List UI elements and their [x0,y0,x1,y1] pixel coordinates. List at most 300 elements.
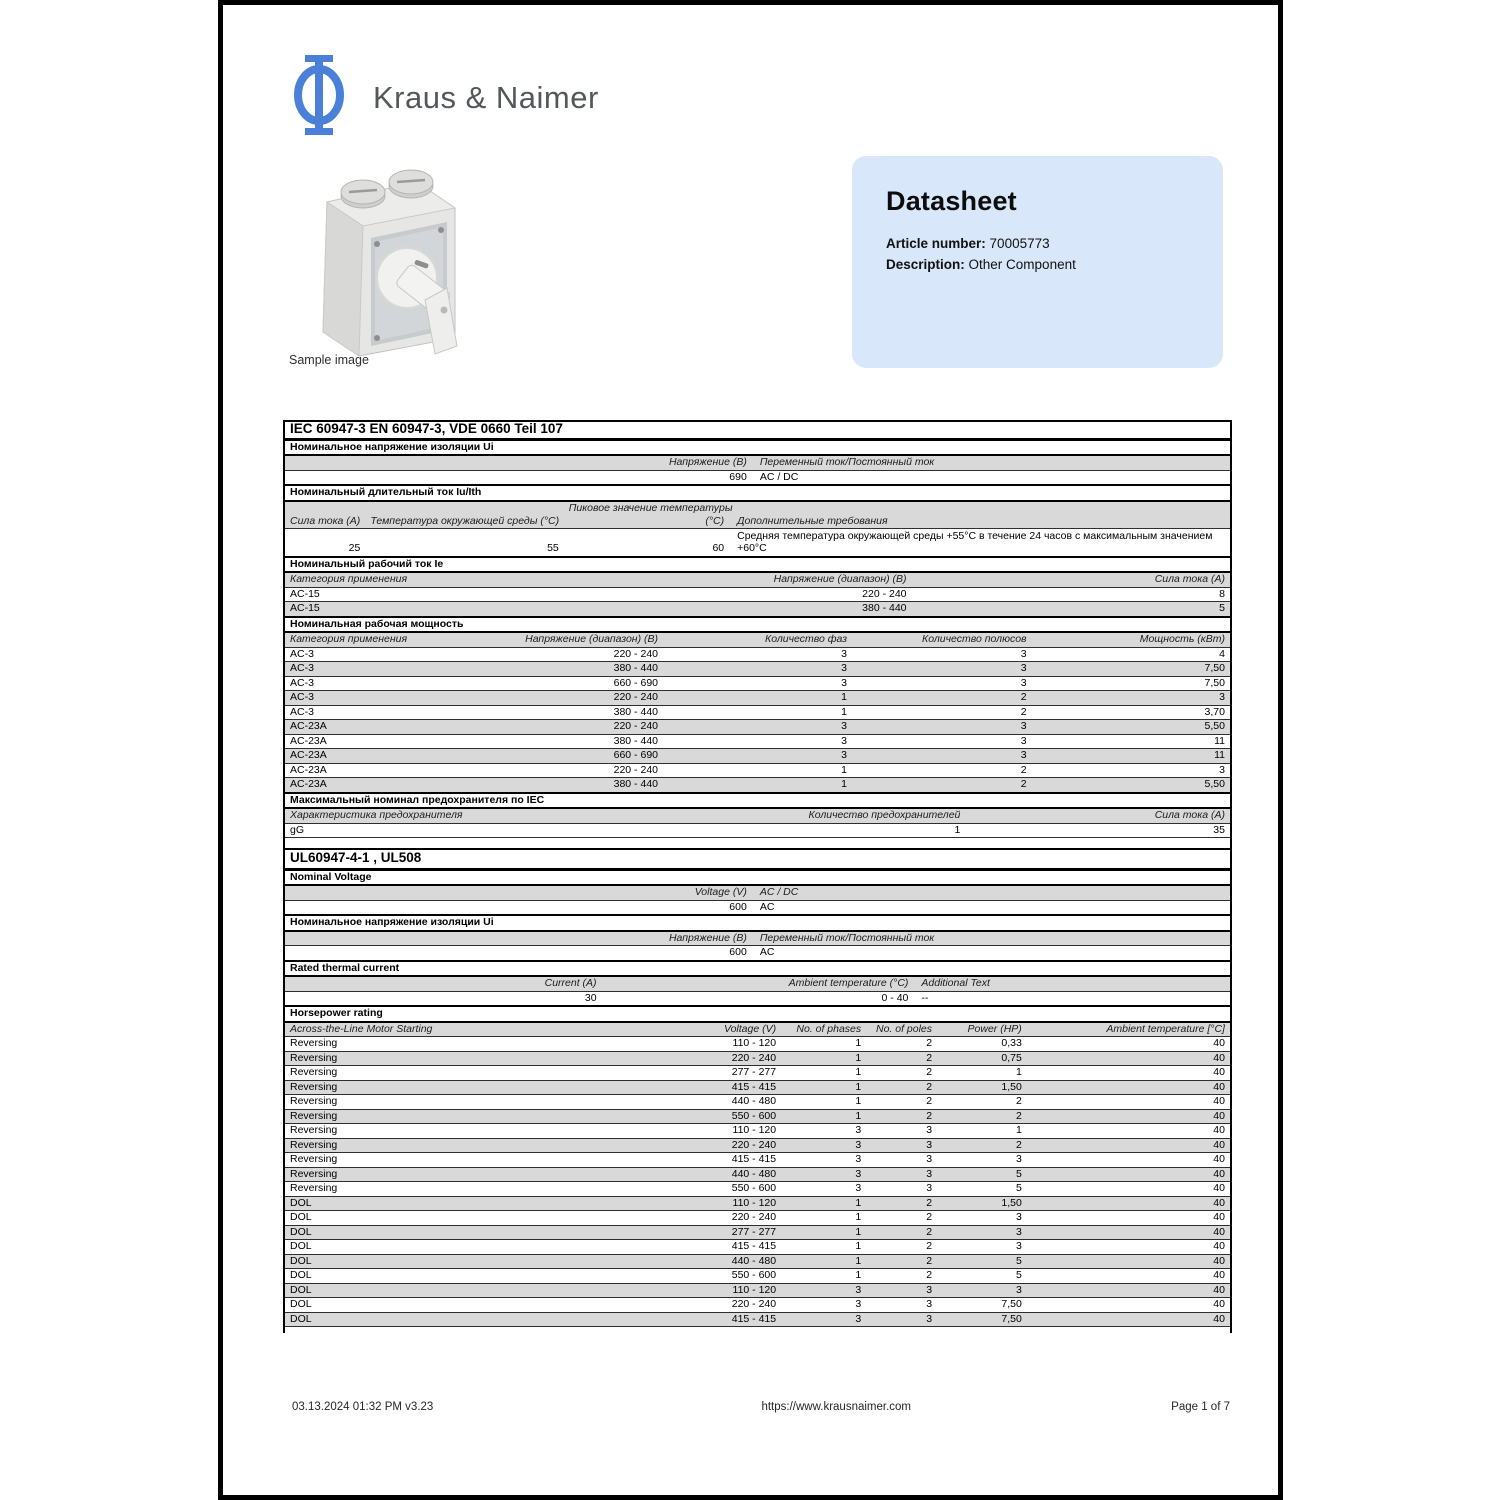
table-cell: 8 [1219,587,1225,600]
table-cell: Additional Text [921,977,990,989]
datasheet-title: Datasheet [886,186,1017,216]
table-cell: 220 - 240 [731,1211,777,1223]
table-row [285,735,1230,750]
table-cell: 3 [926,1182,933,1194]
standard-title-row [285,848,1230,870]
table-cell: Voltage (V) [694,886,747,898]
spacer-row [285,1327,1230,1333]
table-cell: 40 [1213,1225,1225,1238]
table-row [285,1066,1230,1081]
column-header-row [285,809,1230,824]
table-row [285,602,1230,617]
table-cell: 1,50 [1001,1196,1022,1209]
table-cell: 3 [1015,1240,1022,1252]
table-row [285,1211,1230,1226]
table-cell: Reversing [290,1080,338,1093]
footer-url: https://www.krausnaimer.com [761,1401,912,1413]
table-cell: 40 [1213,1124,1225,1136]
table-row [285,1153,1230,1168]
table-cell: 3 [855,1312,862,1325]
column-header-row [285,886,1230,901]
table-cell: 2 [926,1095,933,1107]
column-header-row [285,633,1230,648]
section-header-row [285,484,1230,502]
table-cell: 1 [1015,1066,1022,1078]
table-cell: Reversing [290,1037,338,1049]
table-cell: Переменный ток/Постоянный ток [759,456,935,468]
table-row [285,691,1230,706]
table-cell: Rated thermal current [290,961,400,974]
table-cell: 220 - 240 [862,587,907,600]
table-cell: 2 [1020,763,1027,776]
table-row [285,778,1230,793]
table-cell: 55 [547,542,559,554]
table-cell: AC-3 [290,647,314,660]
table-cell: 7,50 [1204,676,1225,689]
table-cell: AC / DC [759,886,799,898]
table-cell: 2 [1015,1138,1022,1151]
table-cell: AC-15 [290,602,320,614]
table-cell: Reversing [290,1095,338,1107]
table-cell: Мощность (кВт) [1139,633,1225,645]
table-cell: 3 [1020,647,1027,660]
table-row [285,1037,1230,1052]
table-cell: Horsepower rating [290,1007,383,1019]
section-header-row [285,1005,1230,1023]
table-cell: gG [290,823,305,836]
table-cell: 550 - 600 [731,1182,777,1194]
table-cell: 1,50 [1001,1080,1022,1093]
column-header-row [285,573,1230,588]
table-cell: AC-23A [290,749,327,761]
table-cell: Напряжение (В) [668,931,747,944]
table-cell: 110 - 120 [732,1283,777,1296]
table-cell: 0 - 40 [881,991,909,1004]
section-header-row [285,914,1230,932]
table-cell: 40 [1213,1109,1225,1122]
table-cell: Категория применения [290,573,408,585]
table-cell: 3 [926,1138,933,1151]
table-cell: 40 [1213,1240,1225,1252]
table-cell: 3,70 [1204,705,1225,718]
document-page [218,0,1283,1500]
table-cell: 3 [1015,1283,1022,1296]
table-cell: DOL [290,1283,312,1296]
table-cell: Reversing [290,1153,338,1165]
table-cell: DOL [290,1298,312,1310]
table-cell: 277 - 277 [731,1066,777,1078]
section-header-row [285,439,1230,457]
table-cell: 220 - 240 [731,1051,777,1064]
table-cell: Сила тока (А) [290,514,361,527]
table-row [285,764,1230,779]
table-cell: 3 [841,647,847,660]
table-cell: 7,50 [1204,662,1225,674]
section-header-row [285,616,1230,634]
table-cell: Ambient temperature (°C) [788,977,909,989]
table-cell: 220 - 240 [731,1138,777,1151]
table-cell: 3 [855,1124,862,1136]
footer-page-number: Page 1 of 7 [1171,1401,1230,1413]
table-cell: 40 [1213,1080,1225,1093]
table-cell: Сила тока (А) [1154,573,1225,585]
article-number-label: Article number: [886,236,986,251]
table-cell: 1 [855,1080,862,1093]
table-cell: 2 [1020,778,1027,790]
table-cell: Переменный ток/Постоянный ток [759,931,935,944]
table-cell: Reversing [290,1124,338,1136]
table-cell: 3 [1020,720,1027,732]
table-cell: 40 [1213,1269,1225,1281]
table-cell: Номинальный длительный ток Iu/Ith [290,486,482,498]
table-cell: 220 - 240 [613,691,658,703]
table-cell: Количество полюсов [922,633,1027,645]
table-cell: 3 [855,1153,862,1165]
table-cell: 11 [1214,734,1225,747]
table-cell: 3 [841,676,847,689]
table-cell: Reversing [290,1051,338,1064]
table-cell: 3 [1015,1225,1022,1238]
table-cell: 1 [841,763,847,776]
description-label: Description: [886,257,965,272]
table-cell: Номинальное напряжение изоляции Ui [290,440,494,453]
table-cell: -- [921,991,929,1004]
table-cell: 1 [841,691,847,703]
table-cell: 1 [855,1051,862,1064]
table-cell: 380 - 440 [613,662,658,674]
table-cell: Voltage (V) [723,1022,777,1035]
description-line [886,254,1223,275]
table-cell: 40 [1213,1298,1225,1310]
table-cell: Категория применения [290,633,408,645]
table-cell: 3 [1219,691,1225,703]
table-cell: 40 [1213,1254,1225,1267]
table-cell: 1 [855,1254,862,1267]
table-cell: 380 - 440 [862,602,907,614]
table-cell: Количество фаз [765,633,847,645]
table-cell: 1 [855,1095,862,1107]
table-cell: 0,75 [1001,1051,1022,1064]
table-cell: 1 [841,705,847,718]
table-cell: 220 - 240 [731,1298,777,1310]
table-row [285,1182,1230,1197]
table-cell: 2 [1015,1095,1022,1107]
table-cell: 600 [729,946,747,958]
table-cell: 7,50 [1001,1312,1022,1325]
table-cell: Максимальный номинал предохранителя по IEC [290,793,545,806]
section-header-row [285,869,1230,887]
column-header-row [285,502,1230,530]
table-row [285,529,1230,557]
table-cell: 415 - 415 [731,1153,777,1165]
table-cell: 3 [855,1283,862,1296]
table-cell: 4 [1219,647,1225,660]
table-cell: Характеристика предохранителя [290,809,463,821]
table-cell: 3 [926,1283,933,1296]
table-cell: 40 [1213,1095,1225,1107]
table-cell: 3 [855,1298,862,1310]
section-header-row [285,556,1230,574]
table-cell: 1 [855,1066,862,1078]
table-cell: 415 - 415 [731,1240,777,1252]
table-cell: 2 [926,1066,933,1078]
column-header-row [285,456,1230,471]
table-cell: AC [759,900,775,913]
table-cell: 1 [855,1037,862,1049]
article-number-line [886,233,1223,254]
brand-name: Kraus & Naimer [373,79,599,115]
table-cell: Reversing [290,1182,338,1194]
table-cell: 7,50 [1001,1298,1022,1310]
table-row [285,1168,1230,1183]
table-cell: DOL [290,1196,312,1209]
table-cell: Пиковое значение температуры (°С) [568,502,733,527]
table-row [285,901,1230,916]
table-cell: Сила тока (А) [1154,809,1225,821]
company-logo [293,55,599,140]
table-cell: 600 [729,900,747,913]
table-cell: 5,50 [1204,720,1225,732]
table-row [285,1313,1230,1328]
table-row [285,1269,1230,1284]
table-cell: 30 [584,991,597,1004]
table-cell: 220 - 240 [613,763,658,776]
table-cell: 2 [926,1225,933,1238]
table-cell: DOL [290,1211,312,1223]
table-cell: DOL [290,1254,312,1267]
table-cell: 2 [926,1269,933,1281]
table-cell: AC-3 [290,662,314,674]
table-cell: 35 [1213,823,1225,836]
table-cell: 660 - 690 [613,749,658,761]
table-cell: 3 [926,1153,933,1165]
table-cell: 5 [1015,1167,1022,1180]
table-cell: 1 [855,1225,862,1238]
table-cell: AC-23A [290,720,327,732]
table-cell: 40 [1213,1037,1225,1049]
table-row [285,588,1230,603]
table-cell: 440 - 480 [731,1254,777,1267]
table-cell: AC-3 [290,705,314,718]
table-cell: 11 [1214,749,1225,761]
table-cell: 1 [855,1240,862,1252]
table-cell: Reversing [290,1109,338,1122]
table-cell: 25 [348,542,361,554]
table-cell: Nominal Voltage [290,870,372,883]
table-cell: 3 [855,1138,862,1151]
table-cell: 40 [1213,1051,1225,1064]
table-cell: 1 [855,1269,862,1281]
table-cell: 3 [1020,676,1027,689]
table-cell: 40 [1213,1167,1225,1180]
table-cell: Номинальное напряжение изоляции Ui [290,916,494,928]
standard-title-row [285,422,1230,440]
table-cell: 440 - 480 [731,1095,777,1107]
article-number-value: 70005773 [989,236,1050,251]
table-cell: 3 [841,734,847,747]
table-cell: 2 [926,1109,933,1122]
table-cell: DOL [290,1225,312,1238]
table-row [285,677,1230,692]
table-cell: AC [759,946,775,958]
table-cell: 220 - 240 [613,647,658,660]
table-cell: 3 [1015,1211,1022,1223]
table-cell: Reversing [290,1066,338,1078]
table-cell: 2 [926,1037,933,1049]
table-cell: 5 [1015,1182,1022,1194]
table-cell: 380 - 440 [613,778,658,790]
table-cell: 3 [926,1312,933,1325]
table-cell: Средняя температура окружающей среды +55°С в течение 24 часов с максимальным значением +60°С [737,529,1213,554]
table-cell: 3 [1020,749,1027,761]
table-cell: Current (A) [544,977,597,989]
table-row [285,824,1230,839]
table-row [285,648,1230,663]
table-cell: Reversing [290,1167,338,1180]
table-cell: 550 - 600 [731,1109,777,1122]
column-header-row [285,1023,1230,1038]
table-cell: 110 - 120 [732,1196,777,1209]
section-header-row [285,960,1230,978]
table-cell: IEC 60947-3 EN 60947-3, VDE 0660 Teil 107 [290,421,563,436]
table-row [285,1240,1230,1255]
table-cell: Номинальная рабочая мощность [290,617,464,630]
column-header-row [285,932,1230,947]
section-header-row [285,792,1230,810]
column-header-row [285,977,1230,992]
table-cell: AC-3 [290,691,314,703]
table-row [285,1095,1230,1110]
table-cell: 3 [841,749,847,761]
table-cell: 1 [1015,1124,1022,1136]
table-cell: 0,33 [1001,1037,1022,1049]
table-cell: 40 [1213,1312,1225,1325]
table-cell: AC-23A [290,778,327,790]
table-cell: AC-3 [290,676,314,689]
table-cell: Количество предохранителей [808,809,961,821]
table-row [285,1052,1230,1067]
table-row [285,1139,1230,1154]
table-row [285,471,1230,486]
table-cell: 415 - 415 [731,1312,777,1325]
table-cell: 2 [1015,1109,1022,1122]
table-cell: 2 [926,1240,933,1252]
table-cell: 40 [1213,1182,1225,1194]
table-cell: Дополнительные требования [737,514,888,527]
table-cell: 550 - 600 [731,1269,777,1281]
table-row [285,1226,1230,1241]
table-cell: 380 - 440 [613,705,658,718]
table-cell: 5 [1015,1269,1022,1281]
table-row [285,1110,1230,1125]
table-cell: 2 [926,1051,933,1064]
table-cell: 5 [1015,1254,1022,1267]
table-row [285,1255,1230,1270]
table-cell: 1 [855,1109,862,1122]
sample-image-caption: Sample image [289,353,369,367]
table-cell: 3 [926,1124,933,1136]
table-cell: 415 - 415 [731,1080,777,1093]
table-cell: 440 - 480 [731,1167,777,1180]
table-row [285,749,1230,764]
table-cell: 3 [1020,734,1027,747]
table-cell: 690 [729,470,747,483]
table-cell: 3 [1015,1153,1022,1165]
table-cell: 40 [1213,1196,1225,1209]
table-cell: 110 - 120 [732,1037,777,1049]
table-cell: DOL [290,1312,312,1325]
table-cell: 3 [855,1182,862,1194]
table-cell: Power (HP) [967,1022,1022,1035]
table-cell: No. of phases [796,1022,862,1035]
table-cell: Ambient temperature [°C] [1106,1022,1225,1035]
table-cell: 1 [954,823,961,836]
table-cell: 2 [926,1080,933,1093]
table-cell: DOL [290,1269,312,1281]
table-row [285,1124,1230,1139]
table-cell: 3 [841,662,847,674]
table-cell: 1 [855,1211,862,1223]
table-cell: 2 [1020,705,1027,718]
table-row [285,1081,1230,1096]
table-cell: DOL [290,1240,312,1252]
table-row [285,946,1230,961]
table-cell: 3 [855,1167,862,1180]
page-footer [292,1401,1230,1413]
table-cell: AC-23A [290,734,327,747]
table-cell: Температура окружающей среды (°С) [370,514,560,527]
table-cell: AC / DC [759,470,799,483]
table-cell: 3 [1219,763,1225,776]
table-cell: Напряжение (диапазон) (В) [525,633,658,645]
table-cell: 60 [712,542,725,554]
table-cell: 5,50 [1204,778,1225,790]
table-cell: 3 [926,1167,933,1180]
phi-logo-icon [293,55,347,140]
table-cell: Напряжение (диапазон) (В) [773,573,907,585]
table-cell: 660 - 690 [613,676,658,689]
table-cell: 277 - 277 [731,1225,777,1238]
table-row [285,992,1230,1007]
table-cell: UL60947-4-1 , UL508 [290,850,422,865]
table-cell: Номинальный рабочий ток Ie [290,557,444,570]
description-value: Other Component [968,257,1076,272]
table-cell: 40 [1213,1066,1225,1078]
table-cell: 40 [1213,1283,1225,1296]
table-cell: 3 [1020,662,1027,674]
table-row [285,706,1230,721]
table-cell: 5 [1219,602,1225,614]
table-row [285,1298,1230,1313]
table-cell: 2 [1020,691,1027,703]
table-cell: 3 [841,720,847,732]
table-cell: 380 - 440 [613,734,658,747]
table-cell: No. of poles [875,1022,933,1035]
table-cell: AC-23A [290,763,327,776]
table-cell: 3 [926,1298,933,1310]
table-cell: 40 [1213,1153,1225,1165]
table-cell: 110 - 120 [732,1124,777,1136]
table-row [285,662,1230,677]
footer-timestamp: 03.13.2024 01:32 PM v3.23 [292,1401,434,1413]
table-cell: 40 [1213,1211,1225,1223]
table-cell: 1 [855,1196,862,1209]
spec-table [283,420,1232,1333]
table-row [285,1284,1230,1299]
table-cell: 2 [926,1254,933,1267]
table-row [285,1197,1230,1212]
table-cell: 40 [1213,1138,1225,1151]
